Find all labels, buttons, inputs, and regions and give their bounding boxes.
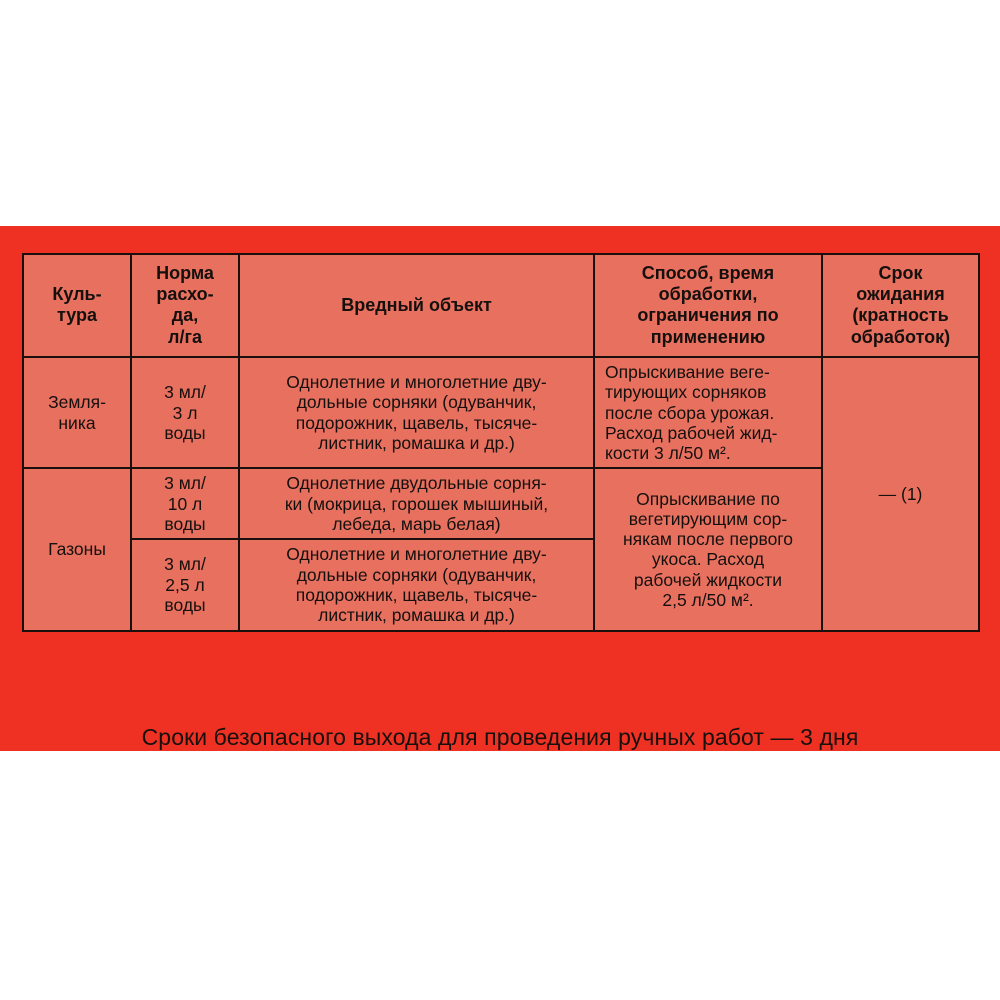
cell-pest-row-1	[239, 357, 594, 468]
method-line-4: Расход рабочей жид-	[605, 422, 778, 443]
pest-line-4: листник, ромашка и др.)	[318, 605, 515, 626]
cell-waiting-period: — (1)	[822, 357, 979, 631]
norm-line-2: 10 л	[167, 493, 203, 514]
header-waiting	[822, 254, 979, 357]
norm-line-3: воды	[164, 514, 206, 535]
header-method-line-3: ограничения по	[637, 305, 779, 326]
pest-line-1: Однолетние и многолетние дву-	[286, 544, 547, 565]
header-waiting-line-3: (кратность	[852, 305, 949, 326]
product-label-panel	[0, 226, 1000, 751]
application-table	[22, 253, 980, 632]
cell-culture-lawns	[23, 468, 131, 630]
pest-line-2: ки (мокрица, горошек мышиный,	[284, 493, 549, 514]
header-culture-line-1: Куль-	[52, 284, 102, 305]
method-line-1: Опрыскивание по	[636, 488, 780, 509]
cell-method-row-1	[594, 357, 822, 468]
header-norm-line-3: да,	[171, 305, 199, 326]
header-waiting-line-1: Срок	[878, 263, 923, 283]
norm-line-3: воды	[164, 595, 206, 616]
cell-culture-strawberry	[23, 357, 131, 468]
header-waiting-line-4: обработок)	[850, 326, 951, 347]
cell-pest-row-2	[239, 468, 594, 539]
header-waiting-line-2: ожидания	[856, 284, 945, 305]
pest-line-1: Однолетние двудольные сорня-	[286, 473, 547, 494]
header-norm-line-1: Норма	[156, 263, 214, 283]
method-line-5: рабочей жидкости	[633, 569, 783, 590]
table-header-row	[23, 254, 979, 357]
header-culture	[23, 254, 131, 357]
header-culture-line-2: тура	[56, 305, 98, 326]
norm-line-1: 3 мл/	[164, 473, 206, 494]
pest-line-3: лебеда, марь белая)	[332, 514, 501, 535]
header-norm-line-4: л/га	[168, 326, 202, 347]
method-line-6: 2,5 л/50 м².	[662, 590, 754, 611]
pest-line-2: дольные сорняки (одуванчик,	[296, 392, 537, 413]
method-line-1: Опрыскивание веге-	[605, 361, 770, 382]
culture-line-2: ника	[58, 412, 96, 433]
cell-norm-row-1	[131, 357, 239, 468]
norm-line-2: 3 л	[172, 402, 198, 423]
header-pest	[239, 254, 594, 357]
method-line-3: някам после первого	[622, 529, 794, 550]
cell-pest-row-3	[239, 539, 594, 630]
cell-norm-row-2	[131, 468, 239, 539]
pest-line-4: листник, ромашка и др.)	[318, 432, 515, 453]
norm-line-2: 2,5 л	[165, 574, 205, 595]
pest-line-1: Однолетние и многолетние дву-	[286, 372, 547, 393]
table-row	[23, 357, 979, 468]
header-norm-line-2: расхо-	[156, 284, 214, 305]
method-line-2: вегетирующим сор-	[628, 508, 788, 529]
norm-line-3: воды	[164, 422, 206, 443]
method-line-3: после сбора урожая.	[605, 402, 775, 423]
label-content	[22, 253, 978, 723]
header-pest-line-1: Вредный объект	[341, 294, 492, 315]
pest-line-2: дольные сорняки (одуванчик,	[296, 564, 537, 585]
culture-line-1: Земля-	[48, 392, 106, 413]
norm-line-1: 3 мл/	[164, 382, 206, 403]
culture-line-1: Газоны	[48, 539, 106, 560]
pest-line-3: подорожник, щавель, тысяче-	[295, 584, 538, 605]
cell-method-row-2	[594, 468, 822, 630]
header-method-line-1: Способ, время	[641, 263, 775, 283]
method-line-2: тирующих сорняков	[605, 382, 767, 403]
header-method-line-2: обработки,	[658, 284, 758, 305]
safety-note: Сроки безопасного выхода для проведения ручных работ — 3 дня	[141, 724, 859, 750]
cell-norm-row-3	[131, 539, 239, 630]
header-norm	[131, 254, 239, 357]
method-line-5: кости 3 л/50 м².	[605, 443, 731, 464]
header-method-line-4: применению	[650, 326, 766, 347]
norm-line-1: 3 мл/	[164, 554, 206, 575]
method-line-4: укоса. Расход	[651, 549, 765, 570]
header-method	[594, 254, 822, 357]
pest-line-3: подорожник, щавель, тысяче-	[295, 412, 538, 433]
